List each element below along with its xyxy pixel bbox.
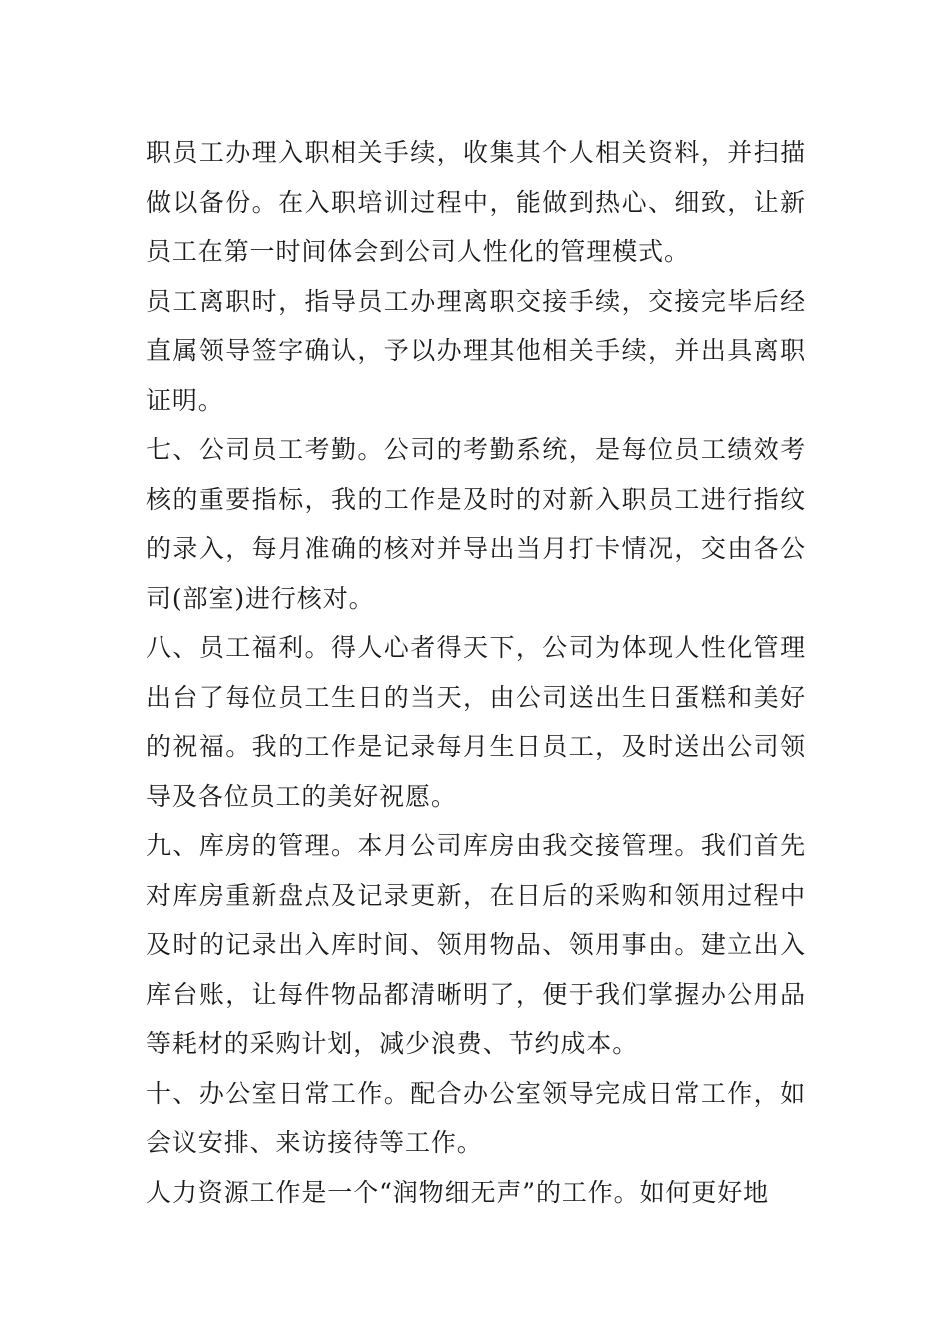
paragraph-attendance: 七、公司员工考勤。公司的考勤系统，是每位员工绩效考核的重要指标，我的工作是及时的对新入职员工进行指纹的录入，每月准确的核对并导出当月打卡情况，交由各公司(部室)进行核对。 — [146, 435, 806, 613]
paragraph-warehouse: 九、库房的管理。本月公司库房由我交接管理。我们首先对库房重新盘点及记录更新，在日后的采购和领用过程中及时的记录出入库时间、领用物品、领用事由。建立出入库台账，让每件物品都清晰明了，便于我们掌握办公用品等耗材的采购计划，减少浪费、节约成本。 — [146, 831, 806, 1058]
paragraph-resignation: 员工离职时，指导员工办理离职交接手续，交接完毕后经直属领导签字确认，予以办理其他相关手续，并出具离职证明。 — [146, 286, 806, 415]
paragraph-hr-summary: 人力资源工作是一个“润物细无声”的工作。如何更好地 — [146, 1177, 770, 1207]
paragraph-office-daily: 十、办公室日常工作。配合办公室领导完成日常工作，如会议安排、来访接待等工作。 — [146, 1078, 806, 1157]
body-text — [146, 128, 806, 1217]
paragraph-welfare: 八、员工福利。得人心者得天下，公司为体现人性化管理出台了每位员工生日的当天，由公司送出生日蛋糕和美好的祝福。我的工作是记录每月生日员工，及时送出公司领导及各位员工的美好祝愿。 — [146, 633, 806, 811]
paragraph-onboarding-continued: 职员工办理入职相关手续，收集其个人相关资料，并扫描做以备份。在入职培训过程中，能做到热心、细致，让新员工在第一时间体会到公司人性化的管理模式。 — [146, 138, 806, 266]
